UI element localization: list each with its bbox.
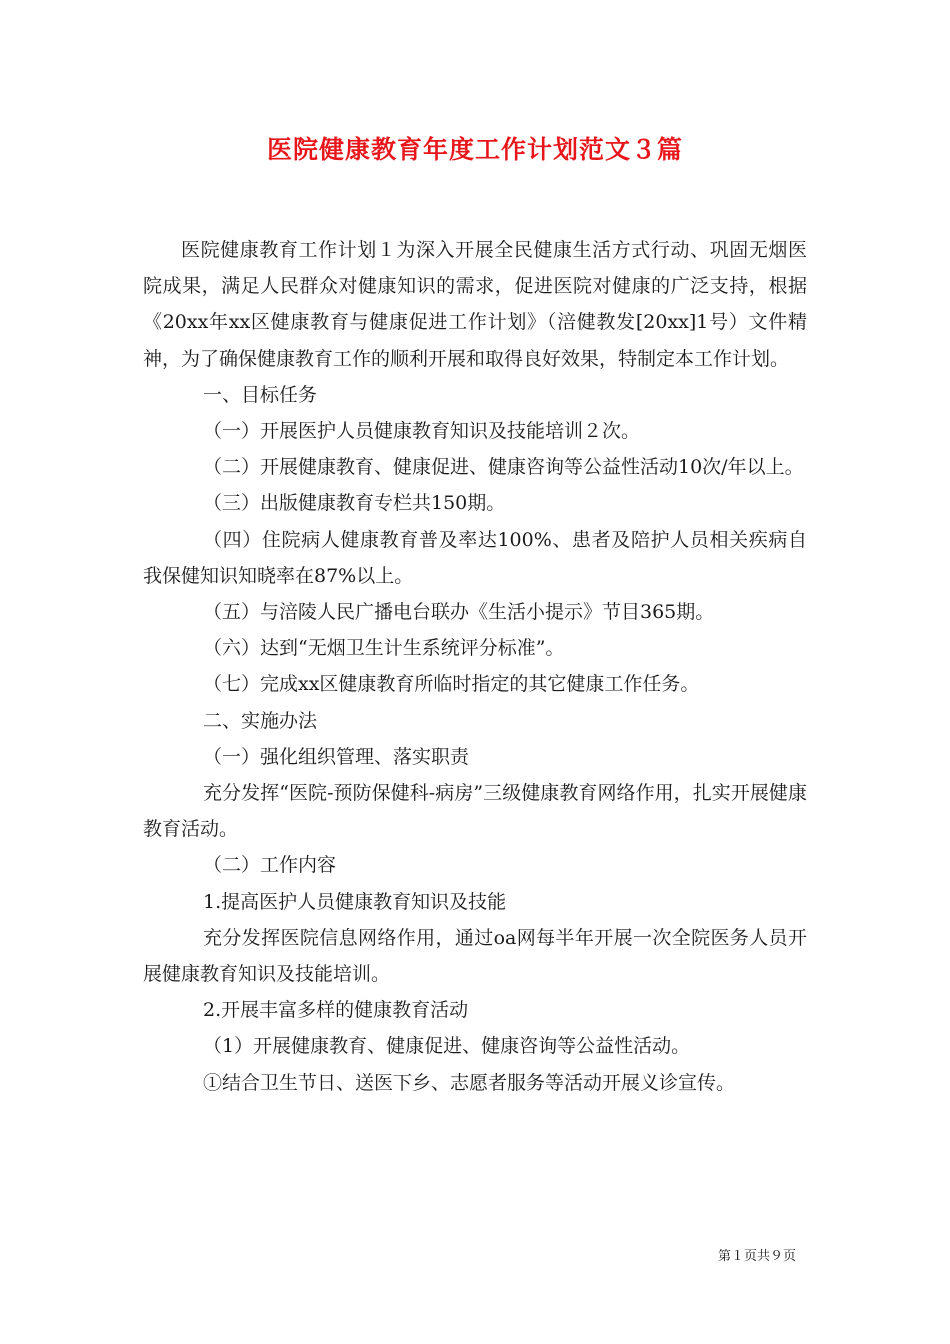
- list-item: （七）完成xx区健康教育所临时指定的其它健康工作任务。: [203, 673, 700, 696]
- document-title: 医院健康教育年度工作计划范文３篇: [266, 135, 683, 164]
- list-item: （三）出版健康教育专栏共150期。: [203, 492, 506, 515]
- list-item: （四）住院病人健康教育普及率达100%、患者及陪护人员相关疾病自我保健知识知晓率在87%以上。: [143, 528, 807, 587]
- numbered-heading: 2.开展丰富多样的健康教育活动: [203, 999, 469, 1022]
- body-paragraph: 充分发挥“医院-预防保健科-病房”三级健康教育网络作用，扎实开展健康教育活动。: [143, 782, 807, 841]
- intro-paragraph: 医院健康教育工作计划１为深入开展全民健康生活方式行动、巩固无烟医院成果，满足人民群众对健康知识的需求，促进医院对健康的广泛支持，根据《20xx年xx区健康教育与健康促进工作计划》（涪健教发[20xx]1号）文件精神，为了确保健康教育工作的顺利开展和取得良好效果，特制定本工作计划。: [143, 239, 807, 370]
- body-paragraph: 充分发挥医院信息网络作用，通过oa网每半年开展一次全院医务人员开展健康教育知识及技能培训。: [143, 926, 807, 986]
- list-item: （六）达到“无烟卫生计生系统评分标准”。: [203, 637, 565, 660]
- list-item: （一）开展医护人员健康教育知识及技能培训２次。: [203, 420, 641, 443]
- page-number-footer: 第１页共９页: [718, 1249, 797, 1264]
- subsection-heading: （一）强化组织管理、落实职责: [203, 745, 470, 768]
- document-body: [143, 232, 807, 1101]
- list-item: ①结合卫生节日、送医下乡、志愿者服务等活动开展义诊宣传。: [203, 1071, 736, 1094]
- section-heading: 一、目标任务: [203, 383, 318, 406]
- list-item: （1）开展健康教育、健康促进、健康咨询等公益性活动。: [203, 1035, 691, 1058]
- numbered-heading: 1.提高医护人员健康教育知识及技能: [203, 890, 507, 913]
- subsection-heading: （二）工作内容: [203, 854, 337, 877]
- section-heading: 二、实施办法: [203, 709, 318, 732]
- list-item: （五）与涪陵人民广播电台联办《生活小提示》节目365期。: [203, 601, 715, 624]
- list-item: （二）开展健康教育、健康促进、健康咨询等公益性活动10次/年以上。: [203, 456, 804, 479]
